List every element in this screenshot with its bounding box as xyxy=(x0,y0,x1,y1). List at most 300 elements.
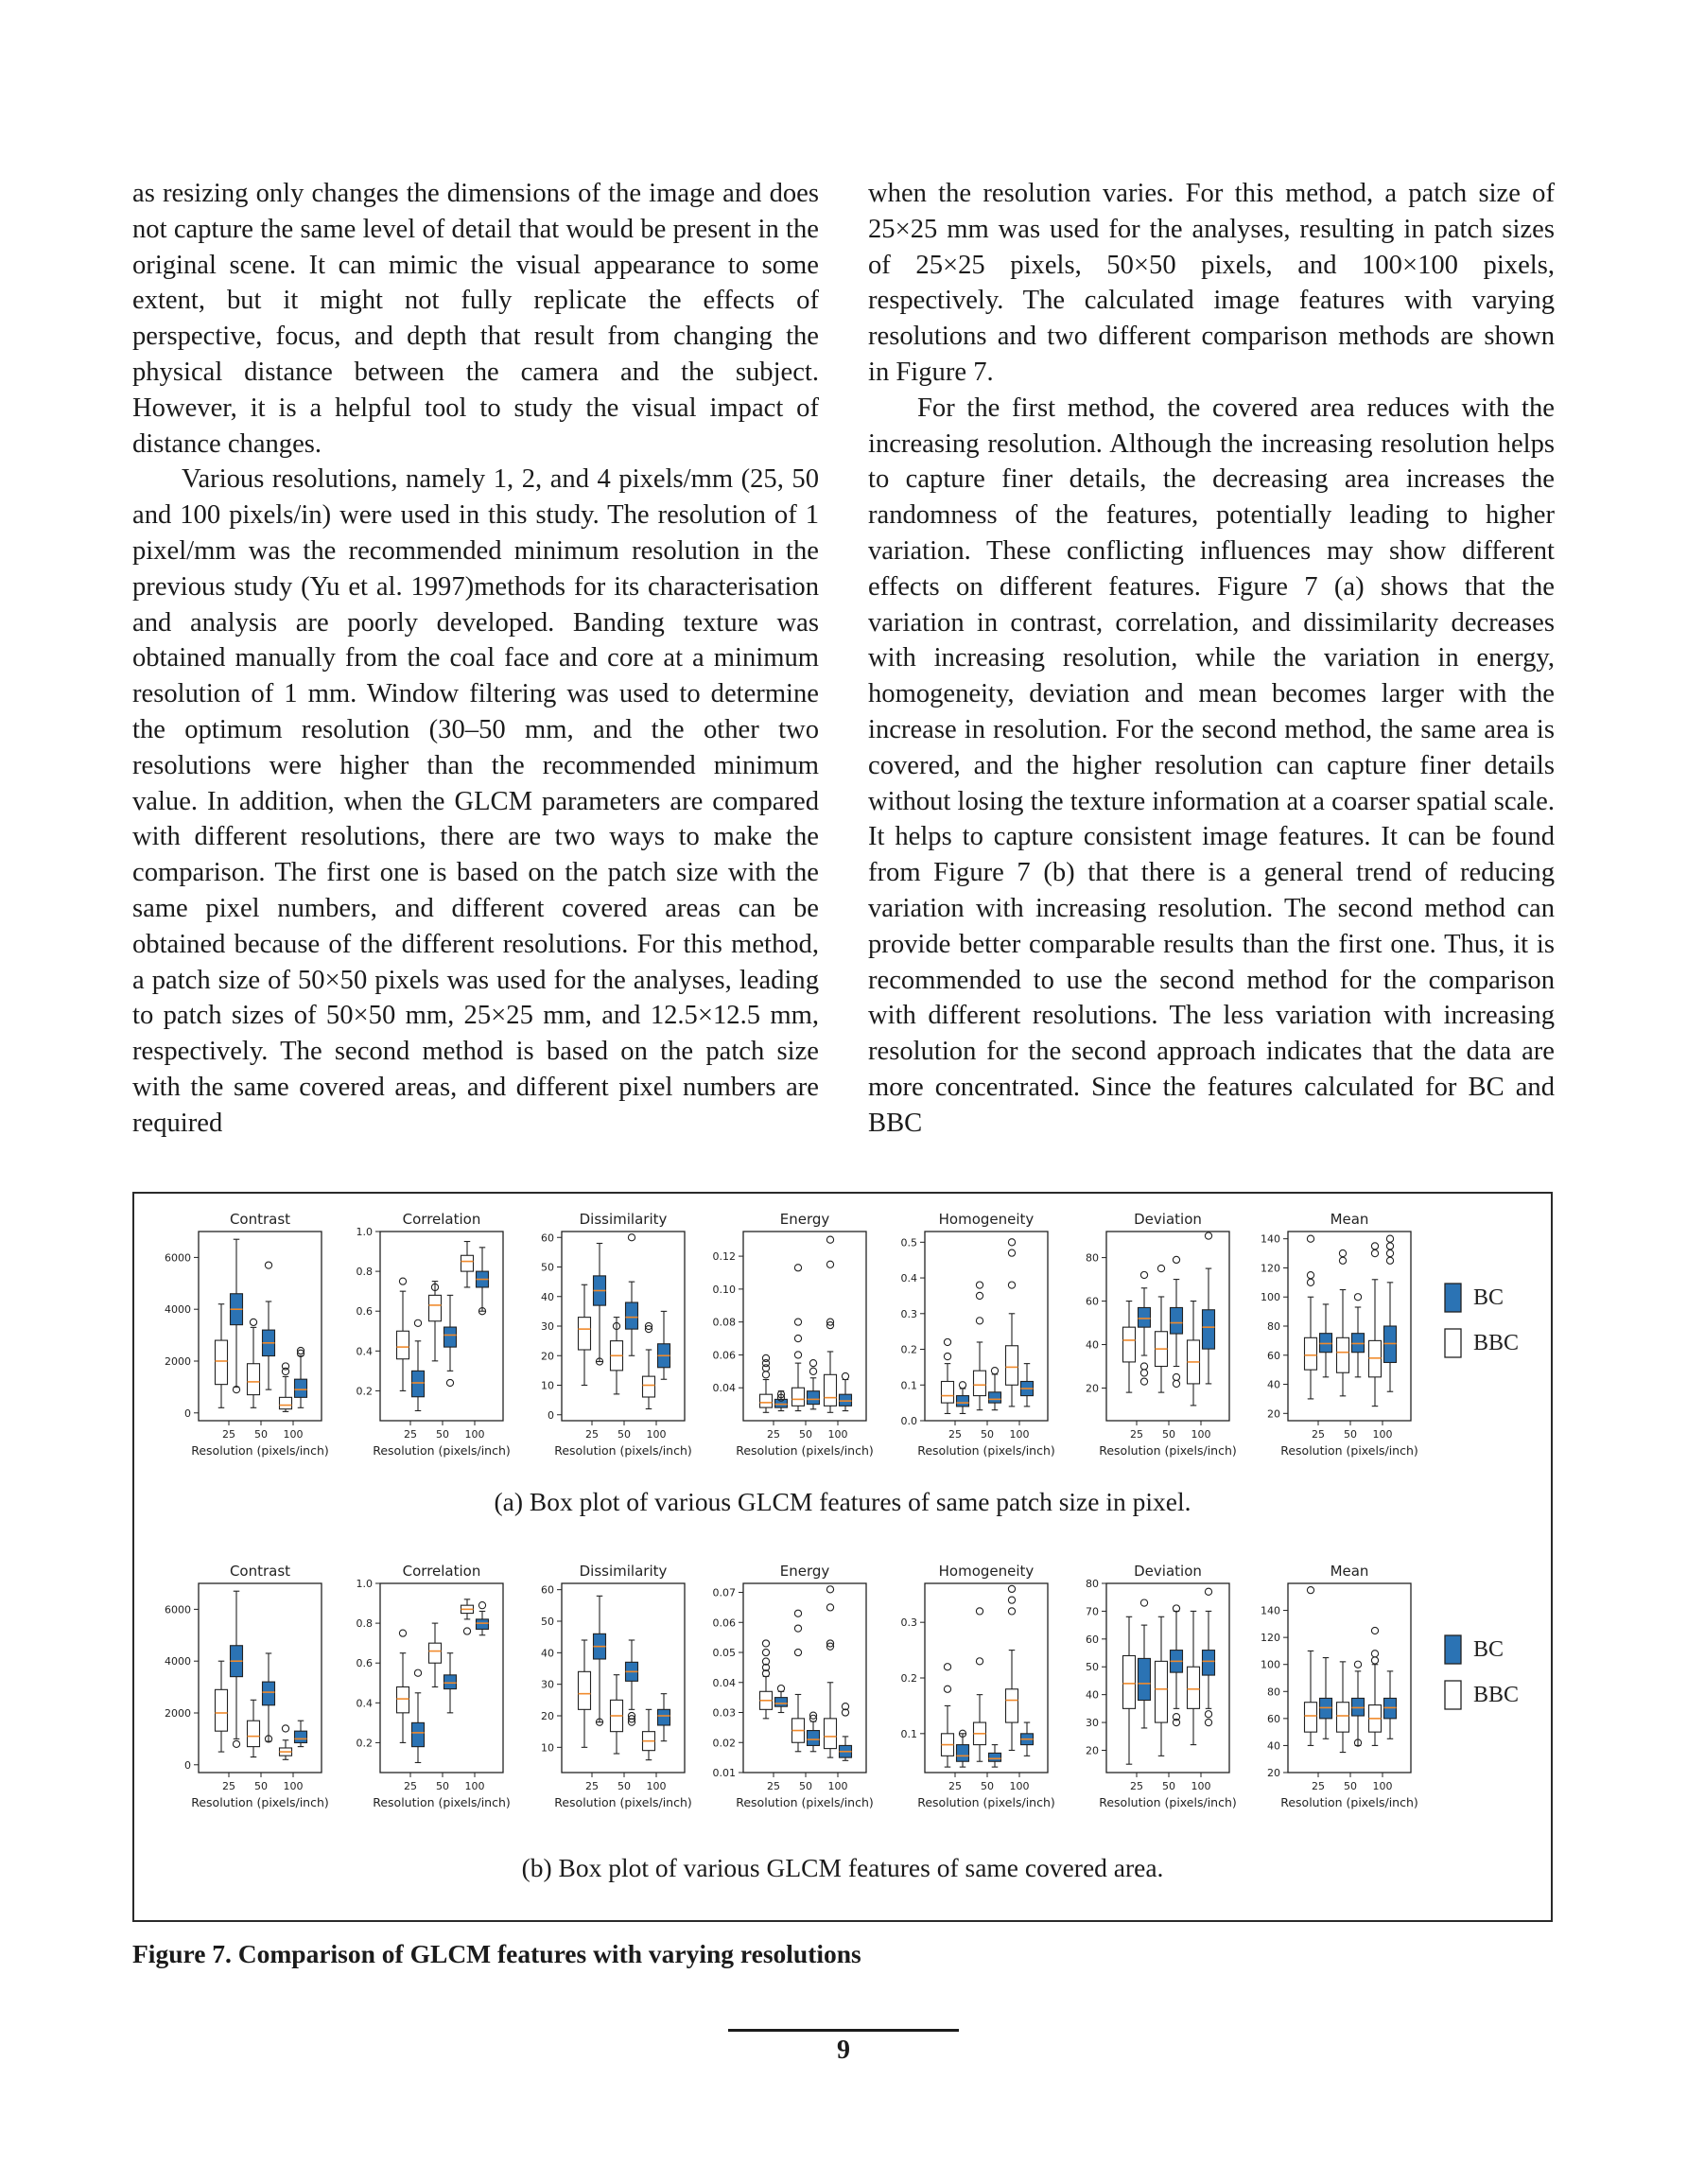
y-tick-label: 0.3 xyxy=(900,1616,917,1630)
outlier-point xyxy=(976,1608,983,1615)
outlier-point xyxy=(762,1372,769,1378)
x-axis-label: Resolution (pixels/inch) xyxy=(736,1795,874,1809)
outlier-point xyxy=(399,1630,406,1636)
outlier-point xyxy=(1371,1249,1378,1256)
bc-box xyxy=(775,1698,788,1707)
bbc-box xyxy=(248,1721,260,1746)
outlier-point xyxy=(1008,1239,1015,1246)
outlier-point xyxy=(282,1725,288,1732)
bc-box xyxy=(412,1371,425,1396)
outlier-point xyxy=(1008,1249,1015,1256)
x-axis-label: Resolution (pixels/inch) xyxy=(554,1795,692,1809)
x-tick-label: 100 xyxy=(827,1780,848,1792)
outlier-point xyxy=(809,1368,816,1374)
outlier-point xyxy=(991,1368,998,1374)
x-tick-label: 50 xyxy=(799,1780,812,1792)
x-tick-label: 25 xyxy=(585,1428,599,1441)
bc-box xyxy=(989,1753,1001,1761)
subplot-title: Correlation xyxy=(402,1211,481,1228)
y-tick-label: 0.4 xyxy=(356,1697,373,1710)
legend-label-bc: BC xyxy=(1473,1285,1504,1310)
x-axis-label: Resolution (pixels/inch) xyxy=(1280,1795,1418,1809)
y-tick-label: 60 xyxy=(541,1232,554,1245)
outlier-point xyxy=(1205,1711,1211,1718)
legend-label-bbc: BBC xyxy=(1473,1683,1520,1707)
y-tick-label: 0.2 xyxy=(900,1343,917,1356)
subplot-dissimilarity xyxy=(541,1563,692,1809)
subplot-deviation xyxy=(1086,1563,1237,1809)
y-tick-label: 60 xyxy=(1267,1349,1280,1362)
bbc-box xyxy=(248,1364,260,1395)
bbc-box xyxy=(1188,1667,1200,1708)
outlier-point xyxy=(233,1740,239,1747)
x-tick-label: 50 xyxy=(981,1428,994,1441)
figure-7 xyxy=(132,1192,1553,1922)
outlier-point xyxy=(762,1649,769,1655)
outlier-point xyxy=(463,1628,470,1634)
legend-swatch-bc xyxy=(1445,1635,1461,1664)
x-tick-label: 25 xyxy=(948,1780,962,1792)
outlier-point xyxy=(1371,1651,1378,1657)
y-tick-label: 100 xyxy=(1261,1658,1280,1671)
x-tick-label: 100 xyxy=(1009,1428,1030,1441)
y-tick-label: 20 xyxy=(1086,1744,1099,1757)
outlier-point xyxy=(399,1278,406,1284)
subplot-mean xyxy=(1261,1563,1418,1809)
outlier-point xyxy=(1386,1235,1393,1242)
bc-box xyxy=(1203,1310,1215,1349)
y-tick-label: 140 xyxy=(1261,1604,1280,1617)
x-tick-label: 100 xyxy=(283,1780,304,1792)
x-tick-label: 25 xyxy=(948,1428,962,1441)
outlier-point xyxy=(1157,1265,1164,1271)
outlier-point xyxy=(1140,1363,1147,1370)
outlier-point xyxy=(1307,1272,1313,1279)
subplot-title: Mean xyxy=(1330,1563,1369,1580)
bbc-box xyxy=(1305,1337,1317,1370)
bbc-box xyxy=(429,1643,442,1663)
legend-swatch-bc xyxy=(1445,1284,1461,1312)
x-tick-label: 50 xyxy=(436,1428,449,1441)
y-tick-label: 50 xyxy=(541,1261,554,1274)
bbc-box xyxy=(1337,1703,1349,1732)
outlier-point xyxy=(1371,1627,1378,1634)
page-number-rule xyxy=(728,2029,959,2032)
y-tick-label: 0.06 xyxy=(712,1349,736,1362)
bc-box xyxy=(295,1731,307,1742)
bbc-box xyxy=(461,1255,474,1271)
panel-b-caption: (b) Box plot of various GLCM features of same covered area. xyxy=(521,1853,1164,1882)
x-tick-label: 100 xyxy=(464,1780,485,1792)
outlier-point xyxy=(446,1379,453,1386)
outlier-point xyxy=(1140,1599,1147,1606)
x-tick-label: 25 xyxy=(404,1780,417,1792)
outlier-point xyxy=(976,1318,983,1324)
y-tick-label: 60 xyxy=(1267,1712,1280,1725)
y-tick-label: 80 xyxy=(1267,1686,1280,1699)
subplot-deviation xyxy=(1086,1211,1237,1458)
x-tick-label: 25 xyxy=(222,1780,235,1792)
bc-box xyxy=(1139,1307,1151,1327)
y-tick-label: 0.0 xyxy=(900,1415,917,1427)
y-tick-label: 120 xyxy=(1261,1632,1280,1645)
x-axis-label: Resolution (pixels/inch) xyxy=(554,1443,692,1458)
outlier-point xyxy=(1205,1719,1211,1725)
x-tick-label: 50 xyxy=(436,1780,449,1792)
outlier-point xyxy=(976,1292,983,1299)
bc-box xyxy=(658,1709,670,1725)
bbc-box xyxy=(216,1689,228,1731)
plot-frame xyxy=(380,1232,503,1421)
bc-box xyxy=(957,1396,969,1406)
bbc-box xyxy=(216,1340,228,1385)
x-axis-label: Resolution (pixels/inch) xyxy=(191,1795,329,1809)
outlier-point xyxy=(1386,1243,1393,1249)
bc-box xyxy=(957,1745,969,1762)
right-column xyxy=(868,176,1555,1142)
bbc-box xyxy=(643,1376,655,1397)
y-tick-label: 80 xyxy=(1267,1320,1280,1333)
x-tick-label: 50 xyxy=(254,1780,268,1792)
x-tick-label: 100 xyxy=(1372,1428,1393,1441)
y-tick-label: 30 xyxy=(541,1320,554,1333)
outlier-point xyxy=(1173,1380,1179,1387)
y-tick-label: 20 xyxy=(541,1710,554,1722)
subplot-title: Dissimilarity xyxy=(579,1211,668,1228)
y-tick-label: 0.07 xyxy=(712,1586,736,1599)
x-axis-label: Resolution (pixels/inch) xyxy=(917,1443,1055,1458)
bc-box xyxy=(989,1392,1001,1403)
y-tick-label: 10 xyxy=(541,1379,554,1392)
bc-box xyxy=(626,1302,638,1329)
y-tick-label: 0.01 xyxy=(712,1767,736,1779)
x-tick-label: 100 xyxy=(283,1428,304,1441)
y-tick-label: 60 xyxy=(1086,1633,1099,1646)
y-tick-label: 140 xyxy=(1261,1232,1280,1246)
outlier-point xyxy=(777,1686,784,1692)
y-tick-label: 10 xyxy=(541,1741,554,1755)
y-tick-label: 2000 xyxy=(165,1354,191,1368)
x-tick-label: 50 xyxy=(1162,1428,1175,1441)
subplot-correlation xyxy=(357,1563,511,1809)
outlier-point xyxy=(1205,1588,1211,1595)
outlier-point xyxy=(826,1604,833,1611)
outlier-point xyxy=(794,1265,801,1271)
outlier-point xyxy=(826,1236,833,1243)
y-tick-label: 0.2 xyxy=(900,1672,917,1685)
y-tick-label: 0 xyxy=(184,1758,191,1772)
y-tick-label: 0.05 xyxy=(712,1647,736,1660)
subplot-energy xyxy=(713,1211,874,1458)
x-tick-label: 25 xyxy=(222,1428,235,1441)
y-tick-label: 20 xyxy=(1267,1407,1280,1421)
y-tick-label: 0.08 xyxy=(712,1316,736,1329)
bbc-box xyxy=(397,1331,409,1358)
page-number: 9 xyxy=(837,2035,850,2065)
outlier-point xyxy=(414,1319,421,1326)
bc-box xyxy=(444,1675,457,1689)
y-tick-label: 2000 xyxy=(165,1706,191,1720)
y-tick-label: 0.1 xyxy=(900,1727,917,1740)
bbc-box xyxy=(1305,1703,1317,1732)
outlier-point xyxy=(478,1602,485,1609)
x-tick-label: 100 xyxy=(1191,1780,1211,1792)
outlier-point xyxy=(944,1353,950,1359)
y-tick-label: 0.3 xyxy=(900,1307,917,1320)
outlier-point xyxy=(809,1360,816,1367)
outlier-point xyxy=(1140,1378,1147,1385)
outlier-point xyxy=(842,1372,848,1379)
y-tick-label: 0.8 xyxy=(356,1617,373,1631)
bbc-box xyxy=(1123,1655,1136,1708)
x-tick-label: 50 xyxy=(617,1780,631,1792)
y-tick-label: 100 xyxy=(1261,1291,1280,1304)
outlier-point xyxy=(1008,1282,1015,1288)
x-tick-label: 50 xyxy=(1162,1780,1175,1792)
bbc-box xyxy=(825,1374,837,1406)
x-tick-label: 25 xyxy=(1130,1780,1143,1792)
outlier-point xyxy=(794,1625,801,1632)
subplot-title: Energy xyxy=(779,1563,830,1580)
bbc-box xyxy=(1337,1337,1349,1372)
outlier-point xyxy=(250,1319,256,1325)
y-tick-label: 40 xyxy=(1267,1378,1280,1391)
x-tick-label: 100 xyxy=(827,1428,848,1441)
outlier-point xyxy=(1371,1657,1378,1664)
outlier-point xyxy=(1339,1257,1346,1264)
outlier-point xyxy=(1008,1585,1015,1592)
bc-box xyxy=(1139,1658,1151,1700)
subplot-contrast xyxy=(165,1563,329,1809)
x-tick-label: 50 xyxy=(1344,1780,1357,1792)
bbc-box xyxy=(397,1686,409,1712)
y-tick-label: 0 xyxy=(184,1406,191,1420)
outlier-point xyxy=(1008,1608,1015,1615)
outlier-point xyxy=(762,1354,769,1361)
outlier-point xyxy=(976,1282,983,1288)
y-tick-label: 50 xyxy=(541,1616,554,1628)
outlier-point xyxy=(1140,1370,1147,1376)
y-tick-label: 0.2 xyxy=(356,1737,373,1750)
outlier-point xyxy=(826,1586,833,1593)
bc-box xyxy=(808,1391,820,1405)
y-tick-label: 0 xyxy=(548,1408,554,1422)
subplot-contrast xyxy=(165,1211,329,1458)
bbc-box xyxy=(579,1318,591,1350)
y-tick-label: 20 xyxy=(1086,1382,1099,1395)
outlier-point xyxy=(1339,1249,1346,1256)
outlier-point xyxy=(1354,1294,1361,1301)
figure-caption: Figure 7. Comparison of GLCM features with varying resolutions xyxy=(132,1939,861,1968)
y-tick-label: 0.6 xyxy=(356,1657,373,1670)
outlier-point xyxy=(794,1610,801,1616)
bc-box xyxy=(1203,1651,1215,1675)
x-tick-label: 50 xyxy=(799,1428,812,1441)
panel-b-boxplots xyxy=(134,1546,1551,1858)
outlier-point xyxy=(794,1319,801,1325)
y-tick-label: 20 xyxy=(1267,1767,1280,1779)
y-tick-label: 0.2 xyxy=(356,1385,373,1398)
outlier-point xyxy=(794,1335,801,1341)
bc-box xyxy=(775,1399,788,1407)
paragraph: as resizing only changes the dimensions of the image and does not capture the same level of detail that would be present in the original scene. It can mimic the visual appearance to some extent, but it might not fully replicate the effects of perspective, focus, and depth that result from changing the physical distance between the camera and the subject. However, it is a helpful tool to study the visual impact of distance changes. xyxy=(132,179,819,459)
y-tick-label: 50 xyxy=(1086,1661,1099,1674)
outlier-point xyxy=(1307,1279,1313,1285)
y-tick-label: 20 xyxy=(541,1350,554,1363)
bbc-box xyxy=(1156,1661,1168,1722)
y-tick-label: 0.1 xyxy=(900,1379,917,1392)
y-tick-label: 0.6 xyxy=(356,1305,373,1319)
y-tick-label: 30 xyxy=(1086,1717,1099,1730)
x-tick-label: 50 xyxy=(1344,1428,1357,1441)
outlier-point xyxy=(1307,1235,1313,1242)
subplot-homogeneity xyxy=(901,1563,1055,1809)
bc-box xyxy=(1171,1307,1183,1334)
subplot-title: Contrast xyxy=(229,1211,291,1228)
y-tick-label: 0.10 xyxy=(712,1283,736,1296)
subplot-dissimilarity xyxy=(541,1211,692,1458)
x-tick-label: 100 xyxy=(1372,1780,1393,1792)
bbc-box xyxy=(974,1371,986,1395)
y-tick-label: 40 xyxy=(1267,1739,1280,1753)
x-tick-label: 100 xyxy=(646,1428,667,1441)
x-tick-label: 50 xyxy=(254,1428,268,1441)
y-tick-label: 120 xyxy=(1261,1262,1280,1275)
outlier-point xyxy=(282,1363,288,1370)
x-tick-label: 25 xyxy=(585,1780,599,1792)
bc-box xyxy=(477,1619,489,1630)
bbc-box xyxy=(942,1381,954,1403)
outlier-point xyxy=(1371,1243,1378,1249)
outlier-point xyxy=(944,1686,950,1692)
x-axis-label: Resolution (pixels/inch) xyxy=(1099,1795,1237,1809)
y-tick-label: 30 xyxy=(541,1678,554,1691)
outlier-point xyxy=(265,1262,271,1268)
x-tick-label: 100 xyxy=(646,1780,667,1792)
subplot-title: Dissimilarity xyxy=(579,1563,668,1580)
x-tick-label: 50 xyxy=(981,1780,994,1792)
x-axis-label: Resolution (pixels/inch) xyxy=(1099,1443,1237,1458)
paragraph: For the first method, the covered area reduces with the increasing resolution. Although the increasing resolution helps to capture finer details, the decreasing area increases the randomness of the features, potentially leading to higher variation. These conflicting influences may show different effects on different features. Figure 7 (a) shows that the variation in contrast, correlation, and dissimilarity decreases with increasing resolution, while the variation in energy, homogeneity, deviation and mean becomes larger with the increase in resolution. For the second method, the same area is covered, and the higher resolution can capture finer details without losing the texture information at a coarser spatial scale. It helps to capture consistent image features. It can be found from Figure 7 (b) that there is a general trend of reducing variation with increasing resolution. The second method can provide better comparable results than the first one. Thus, it is recommended to use the second method for the comparison with different resolutions. The less variation with increasing resolution for the second approach indicates that the data are more concentrated. Since the features calculated for BC and BBC xyxy=(868,393,1555,1138)
plot-frame xyxy=(1288,1583,1411,1773)
subplot-title: Homogeneity xyxy=(938,1563,1035,1580)
subplot-homogeneity xyxy=(901,1211,1055,1458)
y-tick-label: 40 xyxy=(541,1290,554,1303)
subplot-title: Contrast xyxy=(229,1563,291,1580)
y-tick-label: 1.0 xyxy=(356,1578,373,1590)
bbc-box xyxy=(760,1394,773,1407)
y-tick-label: 60 xyxy=(1086,1295,1099,1308)
x-tick-label: 25 xyxy=(404,1428,417,1441)
y-tick-label: 6000 xyxy=(165,1251,191,1265)
bbc-box xyxy=(1123,1327,1136,1362)
bc-box xyxy=(444,1327,457,1347)
legend-swatch-bbc xyxy=(1445,1681,1461,1709)
subplot-title: Energy xyxy=(779,1211,830,1228)
y-tick-label: 0.4 xyxy=(356,1345,373,1358)
y-tick-label: 0.8 xyxy=(356,1266,373,1279)
bc-box xyxy=(263,1682,275,1705)
y-tick-label: 1.0 xyxy=(356,1226,373,1238)
subplot-title: Mean xyxy=(1330,1211,1369,1228)
y-tick-label: 4000 xyxy=(165,1303,191,1317)
bc-box xyxy=(295,1379,307,1397)
y-tick-label: 60 xyxy=(541,1583,554,1597)
outlier-point xyxy=(762,1640,769,1647)
y-tick-label: 0.04 xyxy=(712,1382,736,1395)
bc-box xyxy=(412,1722,425,1746)
legend-label-bbc: BBC xyxy=(1473,1331,1520,1355)
y-tick-label: 0.5 xyxy=(900,1236,917,1249)
outlier-point xyxy=(976,1658,983,1665)
bbc-box xyxy=(1006,1689,1018,1722)
bbc-box xyxy=(1006,1346,1018,1386)
bc-box xyxy=(808,1731,820,1746)
x-tick-label: 100 xyxy=(1009,1780,1030,1792)
bc-box xyxy=(840,1394,852,1406)
paragraph: Various resolutions, namely 1, 2, and 4 pixels/mm (25, 50 and 100 pixels/in) were used in this study. The resolution of 1 pixel/mm was the recommended minimum resolution in the previous study (Yu et al. 1997)methods for its characterisation and analysis are poorly developed. Banding texture was obtained manually from the coal face and core at a minimum resolution of 1 mm. Window filtering was used to determine the optimum resolution (30–50 mm, and the other two resolutions were higher than the recommended minimum value. In addition, when the GLCM parameters are compared with different resolutions, there are two ways to make the comparison. The first one is based on the patch size with the same pixel numbers, and different covered areas can be obtained because of the different resolutions. For this method, a patch size of 50×50 pixels was used for the analyses, leading to patch sizes of 50×50 mm, 25×25 mm, and 12.5×12.5 mm, respectively. The second method is based on the patch size with the same covered areas, and different pixel numbers are required xyxy=(132,464,819,1138)
x-axis-label: Resolution (pixels/inch) xyxy=(1280,1443,1418,1458)
x-tick-label: 25 xyxy=(1130,1428,1143,1441)
outlier-point xyxy=(1008,1597,1015,1603)
outlier-point xyxy=(628,1234,635,1241)
x-axis-label: Resolution (pixels/inch) xyxy=(917,1795,1055,1809)
outlier-point xyxy=(414,1669,421,1676)
outlier-point xyxy=(794,1649,801,1655)
subplot-energy xyxy=(713,1563,874,1809)
x-axis-label: Resolution (pixels/inch) xyxy=(191,1443,329,1458)
x-tick-label: 25 xyxy=(1312,1428,1325,1441)
y-tick-label: 40 xyxy=(541,1647,554,1660)
y-tick-label: 6000 xyxy=(165,1603,191,1616)
y-tick-label: 0.4 xyxy=(900,1272,917,1285)
outlier-point xyxy=(1386,1249,1393,1256)
bbc-box xyxy=(792,1388,805,1406)
subplot-title: Deviation xyxy=(1134,1563,1202,1580)
outlier-point xyxy=(1173,1373,1179,1380)
plot-frame xyxy=(743,1583,866,1773)
subplot-mean xyxy=(1261,1211,1418,1458)
y-tick-label: 0.02 xyxy=(712,1737,736,1750)
subplot-title: Homogeneity xyxy=(938,1211,1035,1228)
y-tick-label: 0.03 xyxy=(712,1706,736,1720)
outlier-point xyxy=(1140,1271,1147,1278)
y-tick-label: 40 xyxy=(1086,1688,1099,1702)
x-tick-label: 25 xyxy=(1312,1780,1325,1792)
outlier-point xyxy=(1354,1661,1361,1668)
outlier-point xyxy=(1173,1256,1179,1263)
y-tick-label: 4000 xyxy=(165,1655,191,1669)
x-tick-label: 100 xyxy=(1191,1428,1211,1441)
panel-a-caption: (a) Box plot of various GLCM features of same patch size in pixel. xyxy=(494,1487,1191,1516)
y-tick-label: 70 xyxy=(1086,1605,1099,1618)
legend-swatch-bbc xyxy=(1445,1329,1461,1357)
left-column xyxy=(132,176,819,1142)
y-tick-label: 80 xyxy=(1086,1578,1099,1590)
subplot-title: Correlation xyxy=(402,1563,481,1580)
bbc-box xyxy=(579,1671,591,1709)
outlier-point xyxy=(826,1261,833,1267)
y-tick-label: 80 xyxy=(1086,1251,1099,1265)
bbc-box xyxy=(280,1397,292,1408)
x-tick-label: 25 xyxy=(767,1780,780,1792)
y-tick-label: 40 xyxy=(1086,1338,1099,1352)
outlier-point xyxy=(1386,1257,1393,1264)
outlier-point xyxy=(959,1382,965,1389)
x-axis-label: Resolution (pixels/inch) xyxy=(373,1443,511,1458)
subplot-title: Deviation xyxy=(1134,1211,1202,1228)
x-tick-label: 50 xyxy=(617,1428,631,1441)
